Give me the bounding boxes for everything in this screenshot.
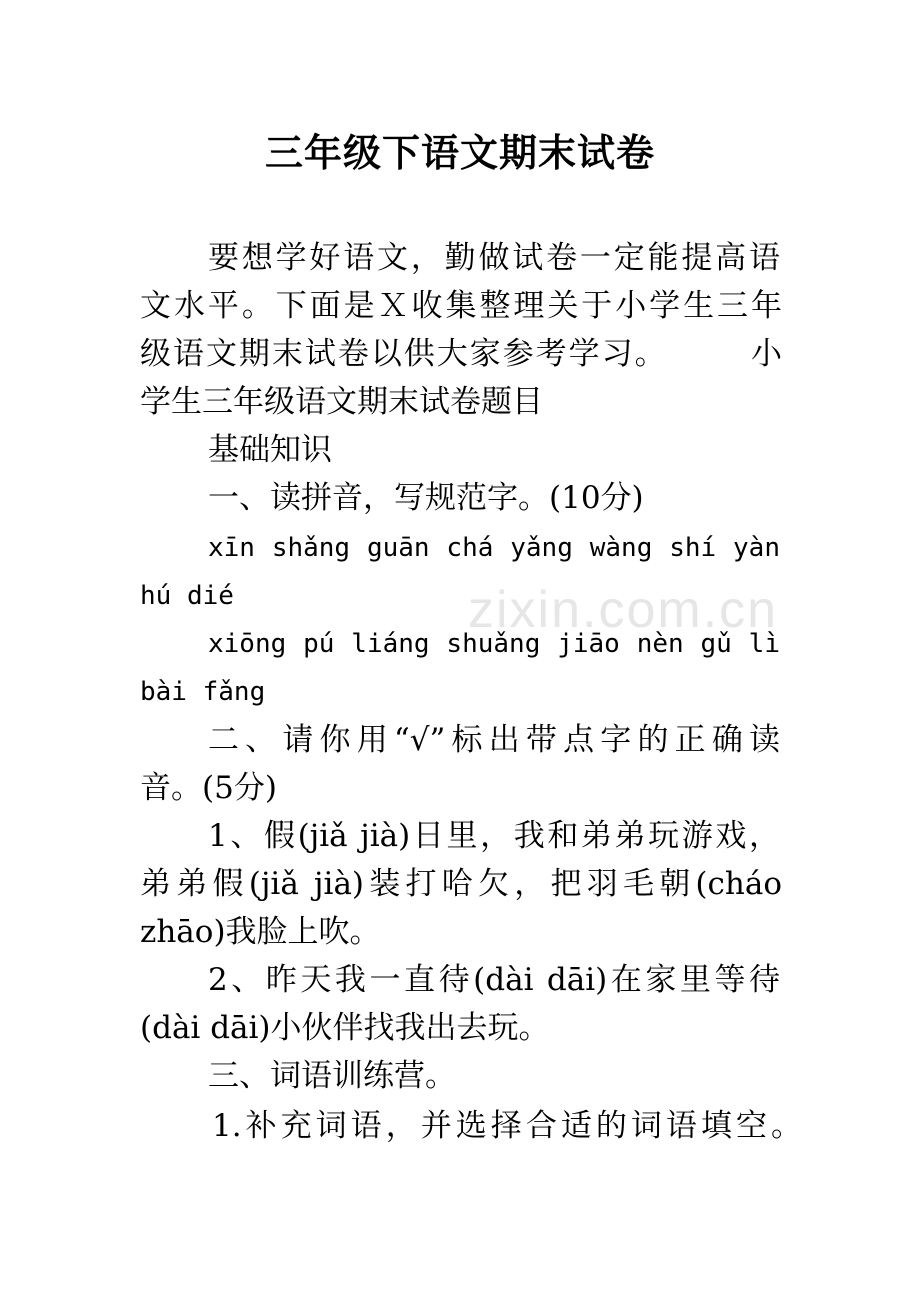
question-heading: 二、请你用“√”标出带点字的正确读 xyxy=(208,722,780,758)
paragraph-line: 要想学好语文，勤做试卷一定能提高语 xyxy=(208,240,780,276)
pinyin-line: xiōng pú liáng shuǎng jiāo nèn gǔ lì xyxy=(208,629,780,659)
paragraph-line: 音。(5分) xyxy=(140,770,277,806)
page-title: 三年级下语文期末试卷 xyxy=(264,130,655,175)
question-line: zhāo)我脸上吹。 xyxy=(140,914,381,950)
paragraph-line: 学生三年级语文期末试卷题目 xyxy=(140,384,543,420)
watermark: zixin.com.cn xyxy=(468,581,779,639)
question-heading: 一、读拼音，写规范字。(10分) xyxy=(208,480,644,516)
question-line: 1.补充词语，并选择合适的词语填空。 xyxy=(212,1108,802,1144)
question-heading: 三、词语训练营。 xyxy=(208,1058,456,1094)
pinyin-line: xīn shǎng guān chá yǎng wàng shí yàn xyxy=(208,533,780,563)
pinyin-line: bài fǎng xyxy=(140,677,266,707)
pinyin-line: hú dié xyxy=(140,581,234,611)
question-line: (dài dāi)小伙伴找我出去玩。 xyxy=(140,1010,550,1046)
question-line: 1、假(jiǎ jià)日里，我和弟弟玩游戏， xyxy=(208,818,780,854)
paragraph-line: 文水平。下面是Ｘ收集整理关于小学生三年 xyxy=(140,288,782,324)
question-line: 弟弟假(jiǎ jià)装打哈欠，把羽毛朝(cháo xyxy=(140,866,782,902)
paragraph-line: 级语文期末试卷以供大家参考学习。 小 xyxy=(140,336,782,372)
section-heading: 基础知识 xyxy=(208,432,332,468)
question-line: 2、昨天我一直待(dài dāi)在家里等待 xyxy=(208,962,780,998)
